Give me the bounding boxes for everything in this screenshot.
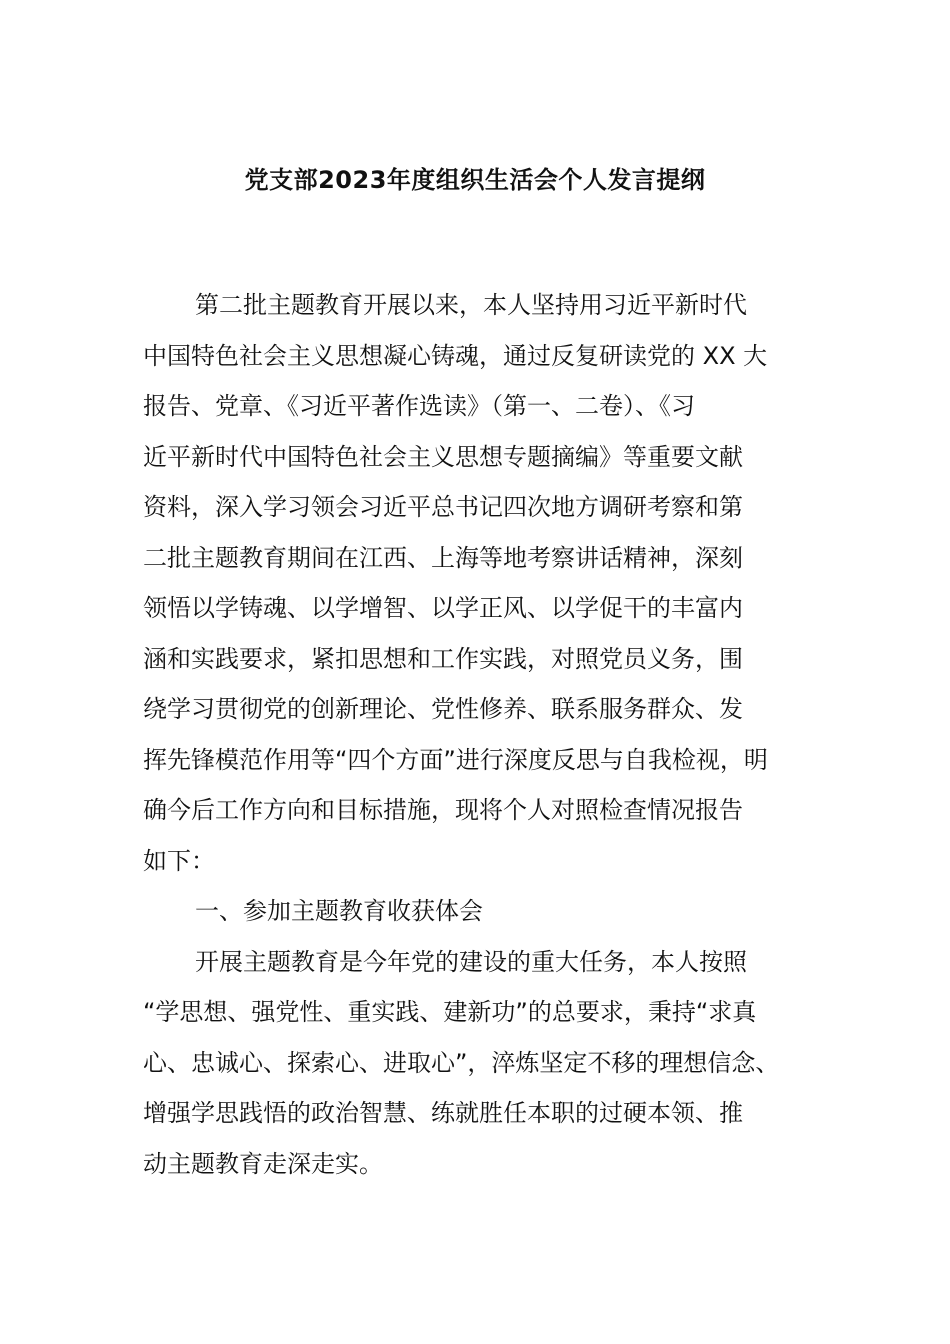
body-line: 一、参加主题教育收获体会 [195, 897, 483, 925]
body-line: 确今后工作方向和目标措施，现将个人对照检查情况报告 [143, 796, 743, 824]
body-line: 涵和实践要求，紧扣思想和工作实践，对照党员义务，围 [143, 644, 743, 673]
body-line: 第二批主题教育开展以来，本人坚持用习近平新时代 [195, 291, 747, 319]
body-line: 增强学思践悟的政治智慧、练就胜任本职的过硬本领、推 [143, 1099, 743, 1127]
document-body [143, 280, 809, 1189]
body-line: 如下： [143, 846, 215, 875]
body-line: 挥先锋模范作用等“四个方面”进行深度反思与自我检视，明 [143, 745, 768, 774]
body-line: 开展主题教育是今年党的建设的重大任务，本人按照 [195, 947, 747, 976]
document-title: 党支部2023年度组织生活会个人发言提纲 [244, 166, 706, 194]
body-line: 二批主题教育期间在江西、上海等地考察讲话精神，深刻 [143, 543, 743, 572]
body-line: 绕学习贯彻党的创新理论、党性修养、联系服务群众、发 [143, 695, 743, 723]
body-line: 报告、党章、《习近平著作选读》（第一、二卷）、《习 [143, 392, 695, 420]
body-line: 资料，深入学习领会习近平总书记四次地方调研考察和第 [143, 493, 743, 521]
body-line: “学思想、强党性、重实践、建新功”的总要求，秉持“求真 [143, 998, 757, 1026]
body-line: 领悟以学铸魂、以学增智、以学正风、以学促干的丰富内 [143, 594, 743, 622]
body-line: 心、忠诚心、探索心、进取心”，淬炼坚定不移的理想信念、 [143, 1048, 780, 1077]
body-line: 动主题教育走深走实。 [143, 1149, 383, 1178]
body-line: 近平新时代中国特色社会主义思想专题摘编》等重要文献 [143, 442, 743, 471]
body-line: 中国特色社会主义思想凝心铸魂，通过反复研读党的 XX 大 [143, 341, 768, 370]
